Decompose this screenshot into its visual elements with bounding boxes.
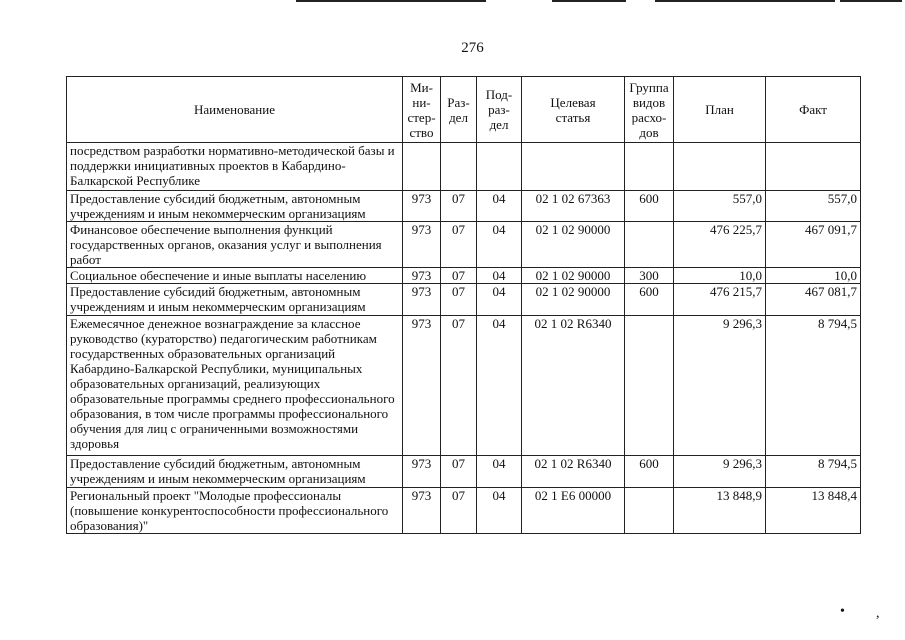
row-target-cell: 02 1 E6 00000 — [522, 488, 625, 534]
row-name-cell: Ежемесячное денежное вознаграждение за классное руководство (кураторство) педагогическим работникам государственных образовательных организаций Кабардино-Балкарской Республики, муниципальных образовательных организаций, реализующих образовательные программы среднего профессионального образования, в том числе программы профессионального обучения для лиц с ограниченными возможностями здоровья — [67, 316, 403, 456]
header-target-article: Целевая статья — [522, 77, 625, 143]
row-plan-cell: 557,0 — [674, 191, 766, 222]
row-section-cell: 07 — [441, 191, 477, 222]
row-target-cell: 02 1 02 R6340 — [522, 316, 625, 456]
row-fact-cell — [766, 143, 861, 191]
table-row — [67, 222, 861, 268]
row-section-cell — [441, 143, 477, 191]
row-subsection-cell: 04 — [477, 268, 522, 284]
row-ministry-cell: 973 — [403, 222, 441, 268]
row-ministry-cell: 973 — [403, 488, 441, 534]
top-edge-line — [840, 0, 902, 2]
header-fact: Факт — [766, 77, 861, 143]
row-section-cell: 07 — [441, 456, 477, 488]
row-group-cell — [625, 316, 674, 456]
row-group-cell: 300 — [625, 268, 674, 284]
row-group-cell: 600 — [625, 284, 674, 316]
row-fact-cell: 10,0 — [766, 268, 861, 284]
row-target-cell — [522, 143, 625, 191]
row-name-cell: Социальное обеспечение и иные выплаты населению — [67, 268, 403, 284]
row-name-cell: Региональный проект "Молодые профессионалы (повышение конкурентоспособности профессионального образования)" — [67, 488, 403, 534]
header-ministry: Ми- ни- стер- ство — [403, 77, 441, 143]
row-target-cell: 02 1 02 90000 — [522, 268, 625, 284]
row-subsection-cell: 04 — [477, 316, 522, 456]
row-subsection-cell: 04 — [477, 488, 522, 534]
row-group-cell — [625, 143, 674, 191]
row-plan-cell: 476 225,7 — [674, 222, 766, 268]
row-fact-cell: 13 848,4 — [766, 488, 861, 534]
table-row — [67, 284, 861, 316]
row-section-cell: 07 — [441, 488, 477, 534]
row-section-cell: 07 — [441, 268, 477, 284]
header-subsection: Под- раз- дел — [477, 77, 522, 143]
budget-table — [66, 76, 861, 534]
row-plan-cell: 10,0 — [674, 268, 766, 284]
row-plan-cell: 9 296,3 — [674, 316, 766, 456]
row-plan-cell: 9 296,3 — [674, 456, 766, 488]
top-edge-line — [655, 0, 835, 2]
scan-mark: , — [876, 606, 880, 621]
table-row — [67, 191, 861, 222]
row-name-cell: посредством разработки нормативно-методической базы и поддержки инициативных проектов в Кабардино-Балкарской Республике — [67, 143, 403, 191]
row-target-cell: 02 1 02 90000 — [522, 284, 625, 316]
row-section-cell: 07 — [441, 284, 477, 316]
table-row — [67, 456, 861, 488]
row-target-cell: 02 1 02 67363 — [522, 191, 625, 222]
top-edge-line — [296, 0, 486, 2]
row-subsection-cell — [477, 143, 522, 191]
row-subsection-cell: 04 — [477, 222, 522, 268]
row-plan-cell: 476 215,7 — [674, 284, 766, 316]
page-number: 276 — [461, 40, 484, 56]
row-ministry-cell: 973 — [403, 456, 441, 488]
row-group-cell — [625, 488, 674, 534]
table-row — [67, 316, 861, 456]
header-section: Раз- дел — [441, 77, 477, 143]
header-name: Наименование — [67, 77, 403, 143]
row-name-cell: Предоставление субсидий бюджетным, автономным учреждениям и иным некоммерческим организациям — [67, 284, 403, 316]
table-row — [67, 143, 861, 191]
row-group-cell: 600 — [625, 191, 674, 222]
row-ministry-cell: 973 — [403, 268, 441, 284]
row-ministry-cell — [403, 143, 441, 191]
row-subsection-cell: 04 — [477, 284, 522, 316]
header-expense-group: Группа видов расхо- дов — [625, 77, 674, 143]
row-plan-cell — [674, 143, 766, 191]
row-name-cell: Предоставление субсидий бюджетным, автономным учреждениям и иным некоммерческим организациям — [67, 456, 403, 488]
row-fact-cell: 8 794,5 — [766, 456, 861, 488]
row-fact-cell: 467 091,7 — [766, 222, 861, 268]
table-row — [67, 488, 861, 534]
row-plan-cell: 13 848,9 — [674, 488, 766, 534]
row-ministry-cell: 973 — [403, 191, 441, 222]
row-section-cell: 07 — [441, 316, 477, 456]
table-row — [67, 268, 861, 284]
row-subsection-cell: 04 — [477, 191, 522, 222]
header-plan: План — [674, 77, 766, 143]
row-ministry-cell: 973 — [403, 284, 441, 316]
top-edge-line — [552, 0, 626, 2]
row-name-cell: Финансовое обеспечение выполнения функций государственных органов, оказания услуг и выполнения работ — [67, 222, 403, 268]
row-fact-cell: 557,0 — [766, 191, 861, 222]
row-target-cell: 02 1 02 90000 — [522, 222, 625, 268]
row-target-cell: 02 1 02 R6340 — [522, 456, 625, 488]
scan-mark: • — [840, 604, 845, 619]
row-ministry-cell: 973 — [403, 316, 441, 456]
row-subsection-cell: 04 — [477, 456, 522, 488]
row-group-cell: 600 — [625, 456, 674, 488]
row-name-cell: Предоставление субсидий бюджетным, автономным учреждениям и иным некоммерческим организациям — [67, 191, 403, 222]
row-group-cell — [625, 222, 674, 268]
row-section-cell: 07 — [441, 222, 477, 268]
table-header-row — [67, 77, 861, 143]
row-fact-cell: 467 081,7 — [766, 284, 861, 316]
row-fact-cell: 8 794,5 — [766, 316, 861, 456]
